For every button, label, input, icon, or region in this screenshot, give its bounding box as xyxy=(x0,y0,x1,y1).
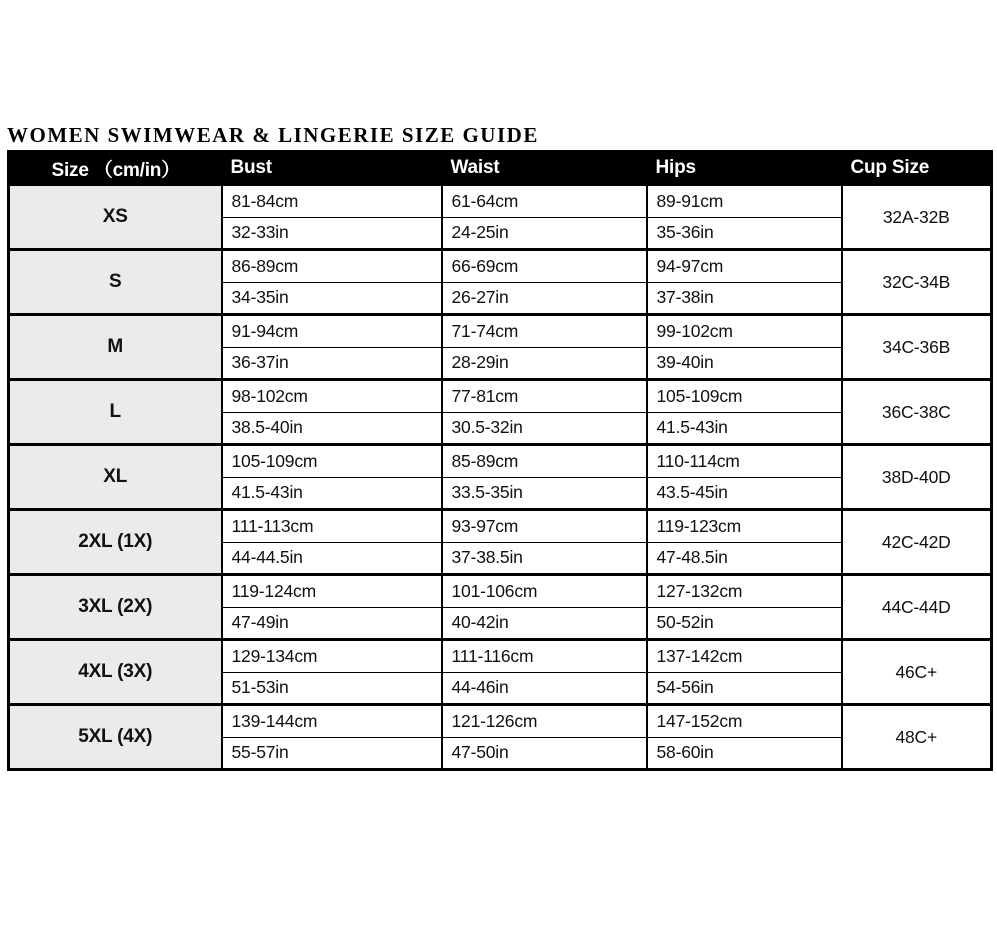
waist-cm-cell: 111-116cm xyxy=(442,640,647,673)
bust-in-cell: 38.5-40in xyxy=(222,412,442,445)
bust-in-cell: 51-53in xyxy=(222,672,442,705)
col-header-hips: Hips xyxy=(647,152,842,185)
cup-size-cell: 44C-44D xyxy=(842,575,992,640)
size-row-xs xyxy=(9,185,992,250)
size-label: 2XL (1X) xyxy=(9,510,222,575)
waist-in-cell: 44-46in xyxy=(442,672,647,705)
waist-cm-cell: 71-74cm xyxy=(442,315,647,348)
table-header-row xyxy=(9,152,992,185)
cup-size-cell: 34C-36B xyxy=(842,315,992,380)
bust-in-cell: 55-57in xyxy=(222,737,442,770)
hips-in-cell: 50-52in xyxy=(647,607,842,640)
waist-cm-cell: 61-64cm xyxy=(442,185,647,218)
hips-in-cell: 37-38in xyxy=(647,282,842,315)
bust-cm-cell: 111-113cm xyxy=(222,510,442,543)
bust-cm-cell: 81-84cm xyxy=(222,185,442,218)
waist-in-cell: 24-25in xyxy=(442,217,647,250)
waist-in-cell: 40-42in xyxy=(442,607,647,640)
size-label: L xyxy=(9,380,222,445)
size-row-4xl xyxy=(9,640,992,705)
size-row-3xl xyxy=(9,575,992,640)
bust-in-cell: 47-49in xyxy=(222,607,442,640)
cup-size-cell: 46C+ xyxy=(842,640,992,705)
size-label: XL xyxy=(9,445,222,510)
bust-in-cell: 36-37in xyxy=(222,347,442,380)
col-header-bust: Bust xyxy=(222,152,442,185)
size-row-5xl xyxy=(9,705,992,770)
size-row-m xyxy=(9,315,992,380)
size-label: 3XL (2X) xyxy=(9,575,222,640)
cup-size-cell: 42C-42D xyxy=(842,510,992,575)
waist-in-cell: 33.5-35in xyxy=(442,477,647,510)
hips-cm-cell: 127-132cm xyxy=(647,575,842,608)
waist-in-cell: 30.5-32in xyxy=(442,412,647,445)
hips-in-cell: 54-56in xyxy=(647,672,842,705)
bust-cm-cell: 129-134cm xyxy=(222,640,442,673)
waist-in-cell: 26-27in xyxy=(442,282,647,315)
size-row-l xyxy=(9,380,992,445)
hips-in-cell: 58-60in xyxy=(647,737,842,770)
size-label: S xyxy=(9,250,222,315)
hips-in-cell: 43.5-45in xyxy=(647,477,842,510)
waist-cm-cell: 66-69cm xyxy=(442,250,647,283)
size-label: 4XL (3X) xyxy=(9,640,222,705)
size-guide-table xyxy=(7,150,993,771)
size-label: M xyxy=(9,315,222,380)
hips-cm-cell: 137-142cm xyxy=(647,640,842,673)
bust-cm-cell: 119-124cm xyxy=(222,575,442,608)
waist-cm-cell: 77-81cm xyxy=(442,380,647,413)
bust-cm-cell: 86-89cm xyxy=(222,250,442,283)
hips-cm-cell: 89-91cm xyxy=(647,185,842,218)
bust-in-cell: 44-44.5in xyxy=(222,542,442,575)
size-row-2xl xyxy=(9,510,992,575)
hips-cm-cell: 94-97cm xyxy=(647,250,842,283)
bust-in-cell: 32-33in xyxy=(222,217,442,250)
waist-cm-cell: 85-89cm xyxy=(442,445,647,478)
size-row-s xyxy=(9,250,992,315)
cup-size-cell: 32C-34B xyxy=(842,250,992,315)
waist-cm-cell: 93-97cm xyxy=(442,510,647,543)
page-title: WOMEN SWIMWEAR & LINGERIE SIZE GUIDE xyxy=(7,123,539,147)
waist-cm-cell: 121-126cm xyxy=(442,705,647,738)
cup-size-cell: 32A-32B xyxy=(842,185,992,250)
bust-cm-cell: 91-94cm xyxy=(222,315,442,348)
waist-cm-cell: 101-106cm xyxy=(442,575,647,608)
cup-size-cell: 48C+ xyxy=(842,705,992,770)
waist-in-cell: 47-50in xyxy=(442,737,647,770)
hips-in-cell: 47-48.5in xyxy=(647,542,842,575)
hips-in-cell: 39-40in xyxy=(647,347,842,380)
hips-cm-cell: 110-114cm xyxy=(647,445,842,478)
cup-size-cell: 38D-40D xyxy=(842,445,992,510)
waist-in-cell: 28-29in xyxy=(442,347,647,380)
size-label: XS xyxy=(9,185,222,250)
waist-in-cell: 37-38.5in xyxy=(442,542,647,575)
col-header-cup-size: Cup Size xyxy=(842,152,992,185)
col-header-waist: Waist xyxy=(442,152,647,185)
hips-in-cell: 35-36in xyxy=(647,217,842,250)
bust-in-cell: 34-35in xyxy=(222,282,442,315)
cup-size-cell: 36C-38C xyxy=(842,380,992,445)
hips-cm-cell: 105-109cm xyxy=(647,380,842,413)
bust-cm-cell: 105-109cm xyxy=(222,445,442,478)
bust-cm-cell: 139-144cm xyxy=(222,705,442,738)
size-row-xl xyxy=(9,445,992,510)
hips-in-cell: 41.5-43in xyxy=(647,412,842,445)
hips-cm-cell: 119-123cm xyxy=(647,510,842,543)
col-header-size: Size （cm/in） xyxy=(9,152,222,185)
bust-in-cell: 41.5-43in xyxy=(222,477,442,510)
hips-cm-cell: 99-102cm xyxy=(647,315,842,348)
size-label: 5XL (4X) xyxy=(9,705,222,770)
bust-cm-cell: 98-102cm xyxy=(222,380,442,413)
hips-cm-cell: 147-152cm xyxy=(647,705,842,738)
